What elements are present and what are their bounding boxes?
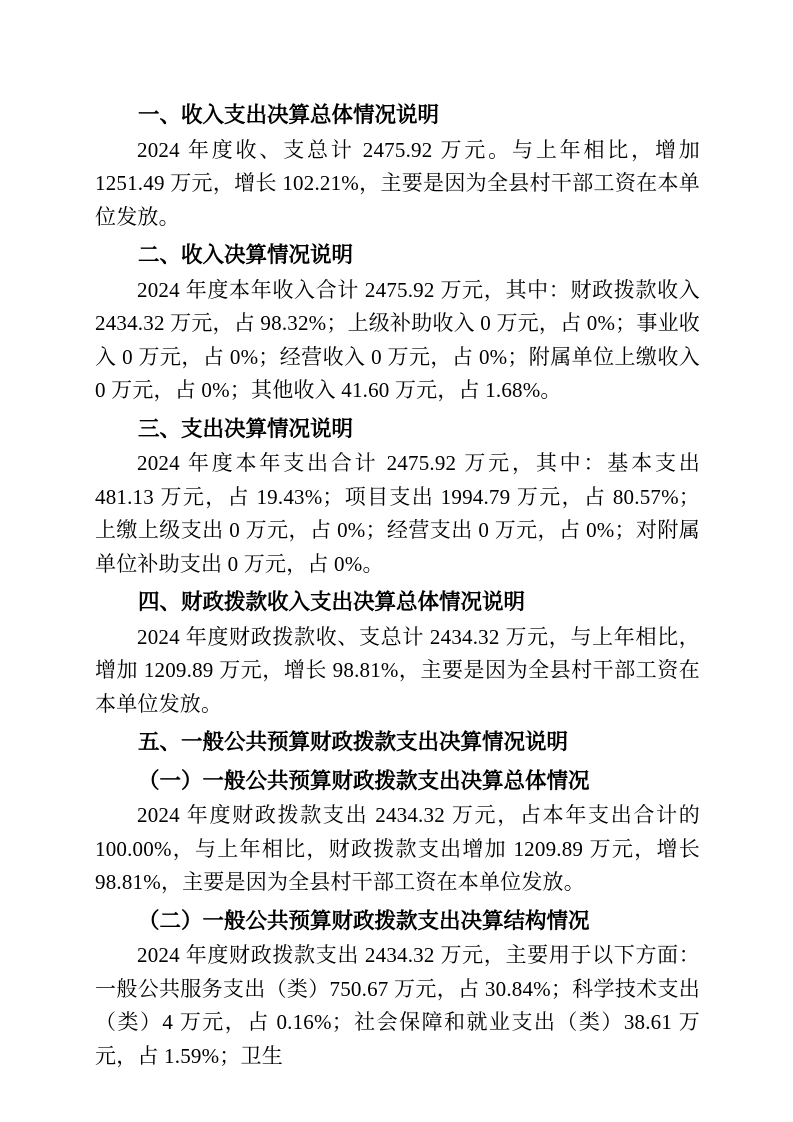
section-3-heading: 三、支出决算情况说明 <box>138 416 354 441</box>
section-4-paragraph: 2024 年度财政拨款收、支总计 2434.32 万元，与上年相比，增加 1209.89 万元，增长 98.81%，主要是因为全县村干部工资在本单位发放。 <box>95 624 700 716</box>
section-3-paragraph: 2024 年度本年支出合计 2475.92 万元，其中：基本支出 481.13 万元，占 19.43%；项目支出 1994.79 万元，占 80.57%；上缴上级支出 0 万元，占 0%；经营支出 0 万元，占 0%；对附属单位补助支出 0 万元，占 0%。 <box>95 451 700 576</box>
section-4-heading: 四、财政拨款收入支出决算总体情况说明 <box>138 590 526 614</box>
section-5-sub-2-paragraph: 2024 年度财政拨款支出 2434.32 万元，主要用于以下方面：一般公共服务支出（类）750.67 万元，占 30.84%；科学技术支出（类）4 万元，占 0.16%；社会保障和就业支出（类）38.61 万元，占 1.59%；卫生 <box>95 943 700 1068</box>
section-5-heading: 五、一般公共预算财政拨款支出决算情况说明 <box>138 730 569 754</box>
section-1-paragraph: 2024 年度收、支总计 2475.92 万元。与上年相比，增加 1251.49 万元，增长 102.21%，主要是因为全县村干部工资在本单位发放。 <box>95 137 700 229</box>
section-5-sub-1-paragraph: 2024 年度财政拨款支出 2434.32 万元，占本年支出合计的 100.00%，与上年相比，财政拨款支出增加 1209.89 万元，增长 98.81%，主要是因为全县村干部工资在本单位发放。 <box>95 803 700 894</box>
section-5-sub-1-heading: （一）一般公共预算财政拨款支出决算总体情况 <box>138 768 590 793</box>
section-1-heading: 一、收入支出决算总体情况说明 <box>138 103 440 127</box>
section-5-sub-2-heading: （二）一般公共预算财政拨款支出决算结构情况 <box>138 908 590 933</box>
document-body <box>95 99 700 1073</box>
section-2-paragraph: 2024 年度本年收入合计 2475.92 万元，其中：财政拨款收入 2434.32 万元，占 98.32%；上级补助收入 0 万元，占 0%；事业收入 0 万元，占 0%；经营收入 0 万元，占 0%；附属单位上缴收入 0 万元，占 0%；其他收入 41.60 万元，占 1.68%。 <box>95 277 700 402</box>
section-2-heading: 二、收入决算情况说明 <box>138 243 354 267</box>
